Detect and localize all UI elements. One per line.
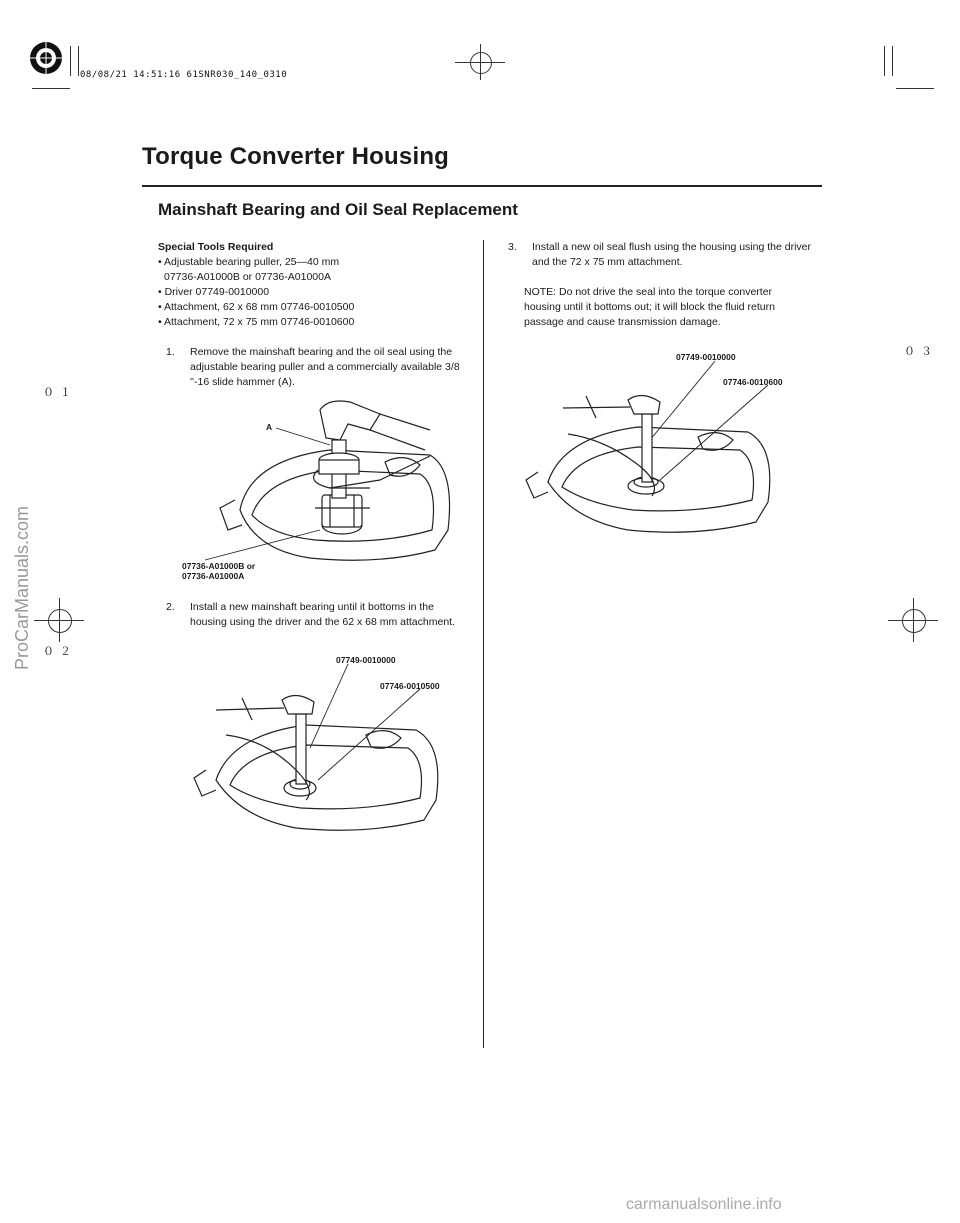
tool-item: • Attachment, 72 x 75 mm 07746-0010600 (158, 316, 355, 328)
footer-watermark: carmanualsonline.info (626, 1196, 782, 1213)
attachment-label: 07746-0010500 (380, 681, 440, 691)
side-mark-02: ０２ (43, 645, 77, 658)
tool-label: 07736-A01000B or 07736-A01000A (182, 561, 256, 581)
section-title: Mainshaft Bearing and Oil Seal Replacement (158, 200, 518, 219)
tool-item: • Adjustable bearing puller, 25—40 mm (158, 256, 340, 268)
left-watermark: ProCarManuals.com (12, 505, 32, 670)
tool-item: • Attachment, 62 x 68 mm 07746-0010500 (158, 301, 355, 313)
driver-label: 07749-0010000 (676, 352, 736, 362)
label-a: A (266, 422, 273, 432)
step-text: Remove the mainshaft bearing and the oil seal using the adjustable bearing puller and a commercially available 3/8 ''-16 slide hammer (A). (190, 346, 460, 388)
figure-install-bearing (186, 690, 466, 840)
note-text: NOTE: Do not drive the seal into the torque converter housing until it bottoms out; it will block the fluid return passage and cause transmission damage. (524, 286, 775, 328)
attachment-label: 07746-0010600 (723, 377, 783, 387)
step-number: 3. (508, 241, 517, 253)
special-tools-heading: Special Tools Required (158, 241, 274, 253)
side-mark-03: ０３ (904, 345, 938, 358)
step-text: Install a new oil seal flush using the housing using the driver and the 72 x 75 mm attachment. (532, 241, 811, 268)
step-number: 1. (166, 346, 175, 358)
tool-item: • Driver 07749-0010000 (158, 286, 270, 298)
page-title: Torque Converter Housing (142, 143, 450, 170)
side-mark-01: ０１ (43, 386, 77, 399)
step-text: Install a new mainshaft bearing until it bottoms in the housing using the driver and the 62 x 68 mm attachment. (190, 601, 455, 628)
driver-label: 07749-0010000 (336, 655, 396, 665)
figure-install-oil-seal (518, 392, 788, 542)
step-number: 2. (166, 601, 175, 613)
print-stamp: 08/08/21 14:51:16 61SNR030_140_0310 (80, 70, 288, 80)
tool-item: 07736-A01000B or 07736-A01000A (164, 271, 331, 283)
